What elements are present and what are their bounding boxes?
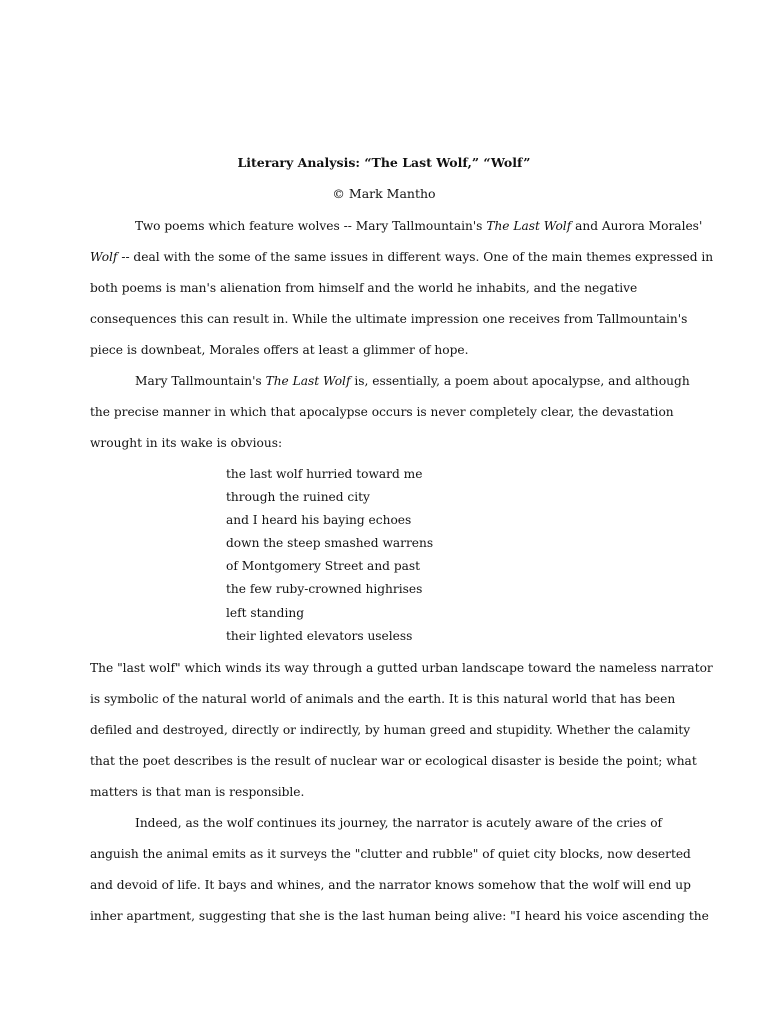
paragraph-4-line-4: inher apartment, suggesting that she is the last human being alive: "I heard his voice ascending the bbox=[90, 909, 709, 923]
paragraph-2-line-2: the precise manner in which that apocalypse occurs is never completely clear, the devastation bbox=[90, 405, 674, 419]
paragraph-4-line-1: Indeed, as the wolf continues its journey, the narrator is acutely aware of the cries of bbox=[135, 816, 663, 830]
poem-line: the few ruby-crowned highrises bbox=[226, 582, 423, 596]
poem-line: left standing bbox=[226, 606, 305, 620]
paragraph-3-line-2: is symbolic of the natural world of animals and the earth. It is this natural world that has been bbox=[90, 692, 676, 706]
paragraph-3-line-4: that the poet describes is the result of nuclear war or ecological disaster is beside the point; what bbox=[90, 754, 697, 768]
paragraph-1-line-4: consequences this can result in. While the ultimate impression one receives from Tallmountain's bbox=[90, 312, 688, 326]
paragraph-1-line-5: piece is downbeat, Morales offers at least a glimmer of hope. bbox=[90, 343, 469, 357]
paragraph-3-line-1: The "last wolf" which winds its way through a gutted urban landscape toward the nameless narrator bbox=[90, 661, 713, 675]
paragraph-3-line-3: defiled and destroyed, directly or indirectly, by human greed and stupidity. Whether the calamity bbox=[90, 723, 691, 737]
poem-line: and I heard his baying echoes bbox=[226, 513, 412, 527]
poem-line: through the ruined city bbox=[226, 490, 370, 504]
paragraph-4-line-3: and devoid of life. It bays and whines, and the narrator knows somehow that the wolf will end up bbox=[90, 878, 691, 892]
paragraph-1-line-1: Two poems which feature wolves -- Mary Tallmountain's The Last Wolf and Aurora Morales' bbox=[135, 219, 703, 233]
document-title: Literary Analysis: “The Last Wolf,” “Wolf” bbox=[237, 155, 531, 170]
poem-line: the last wolf hurried toward me bbox=[226, 467, 423, 481]
paragraph-2-line-3: wrought in its wake is obvious: bbox=[90, 436, 283, 450]
paragraph-1-line-2: Wolf -- deal with the some of the same issues in different ways. One of the main themes expressed in bbox=[90, 250, 714, 264]
poem-line: their lighted elevators useless bbox=[226, 629, 413, 643]
paragraph-2-line-1: Mary Tallmountain's The Last Wolf is, essentially, a poem about apocalypse, and although bbox=[135, 374, 690, 388]
poem-line: of Montgomery Street and past bbox=[226, 559, 421, 573]
paragraph-4-line-2: anguish the animal emits as it surveys the "clutter and rubble" of quiet city blocks, now deserted bbox=[90, 847, 691, 861]
paragraph-3-line-5: matters is that man is responsible. bbox=[90, 785, 305, 799]
poem-line: down the steep smashed warrens bbox=[226, 536, 434, 550]
paragraph-1-line-3: both poems is man's alienation from himself and the world he inhabits, and the negative bbox=[90, 281, 638, 295]
author-line: © Mark Mantho bbox=[332, 186, 436, 201]
